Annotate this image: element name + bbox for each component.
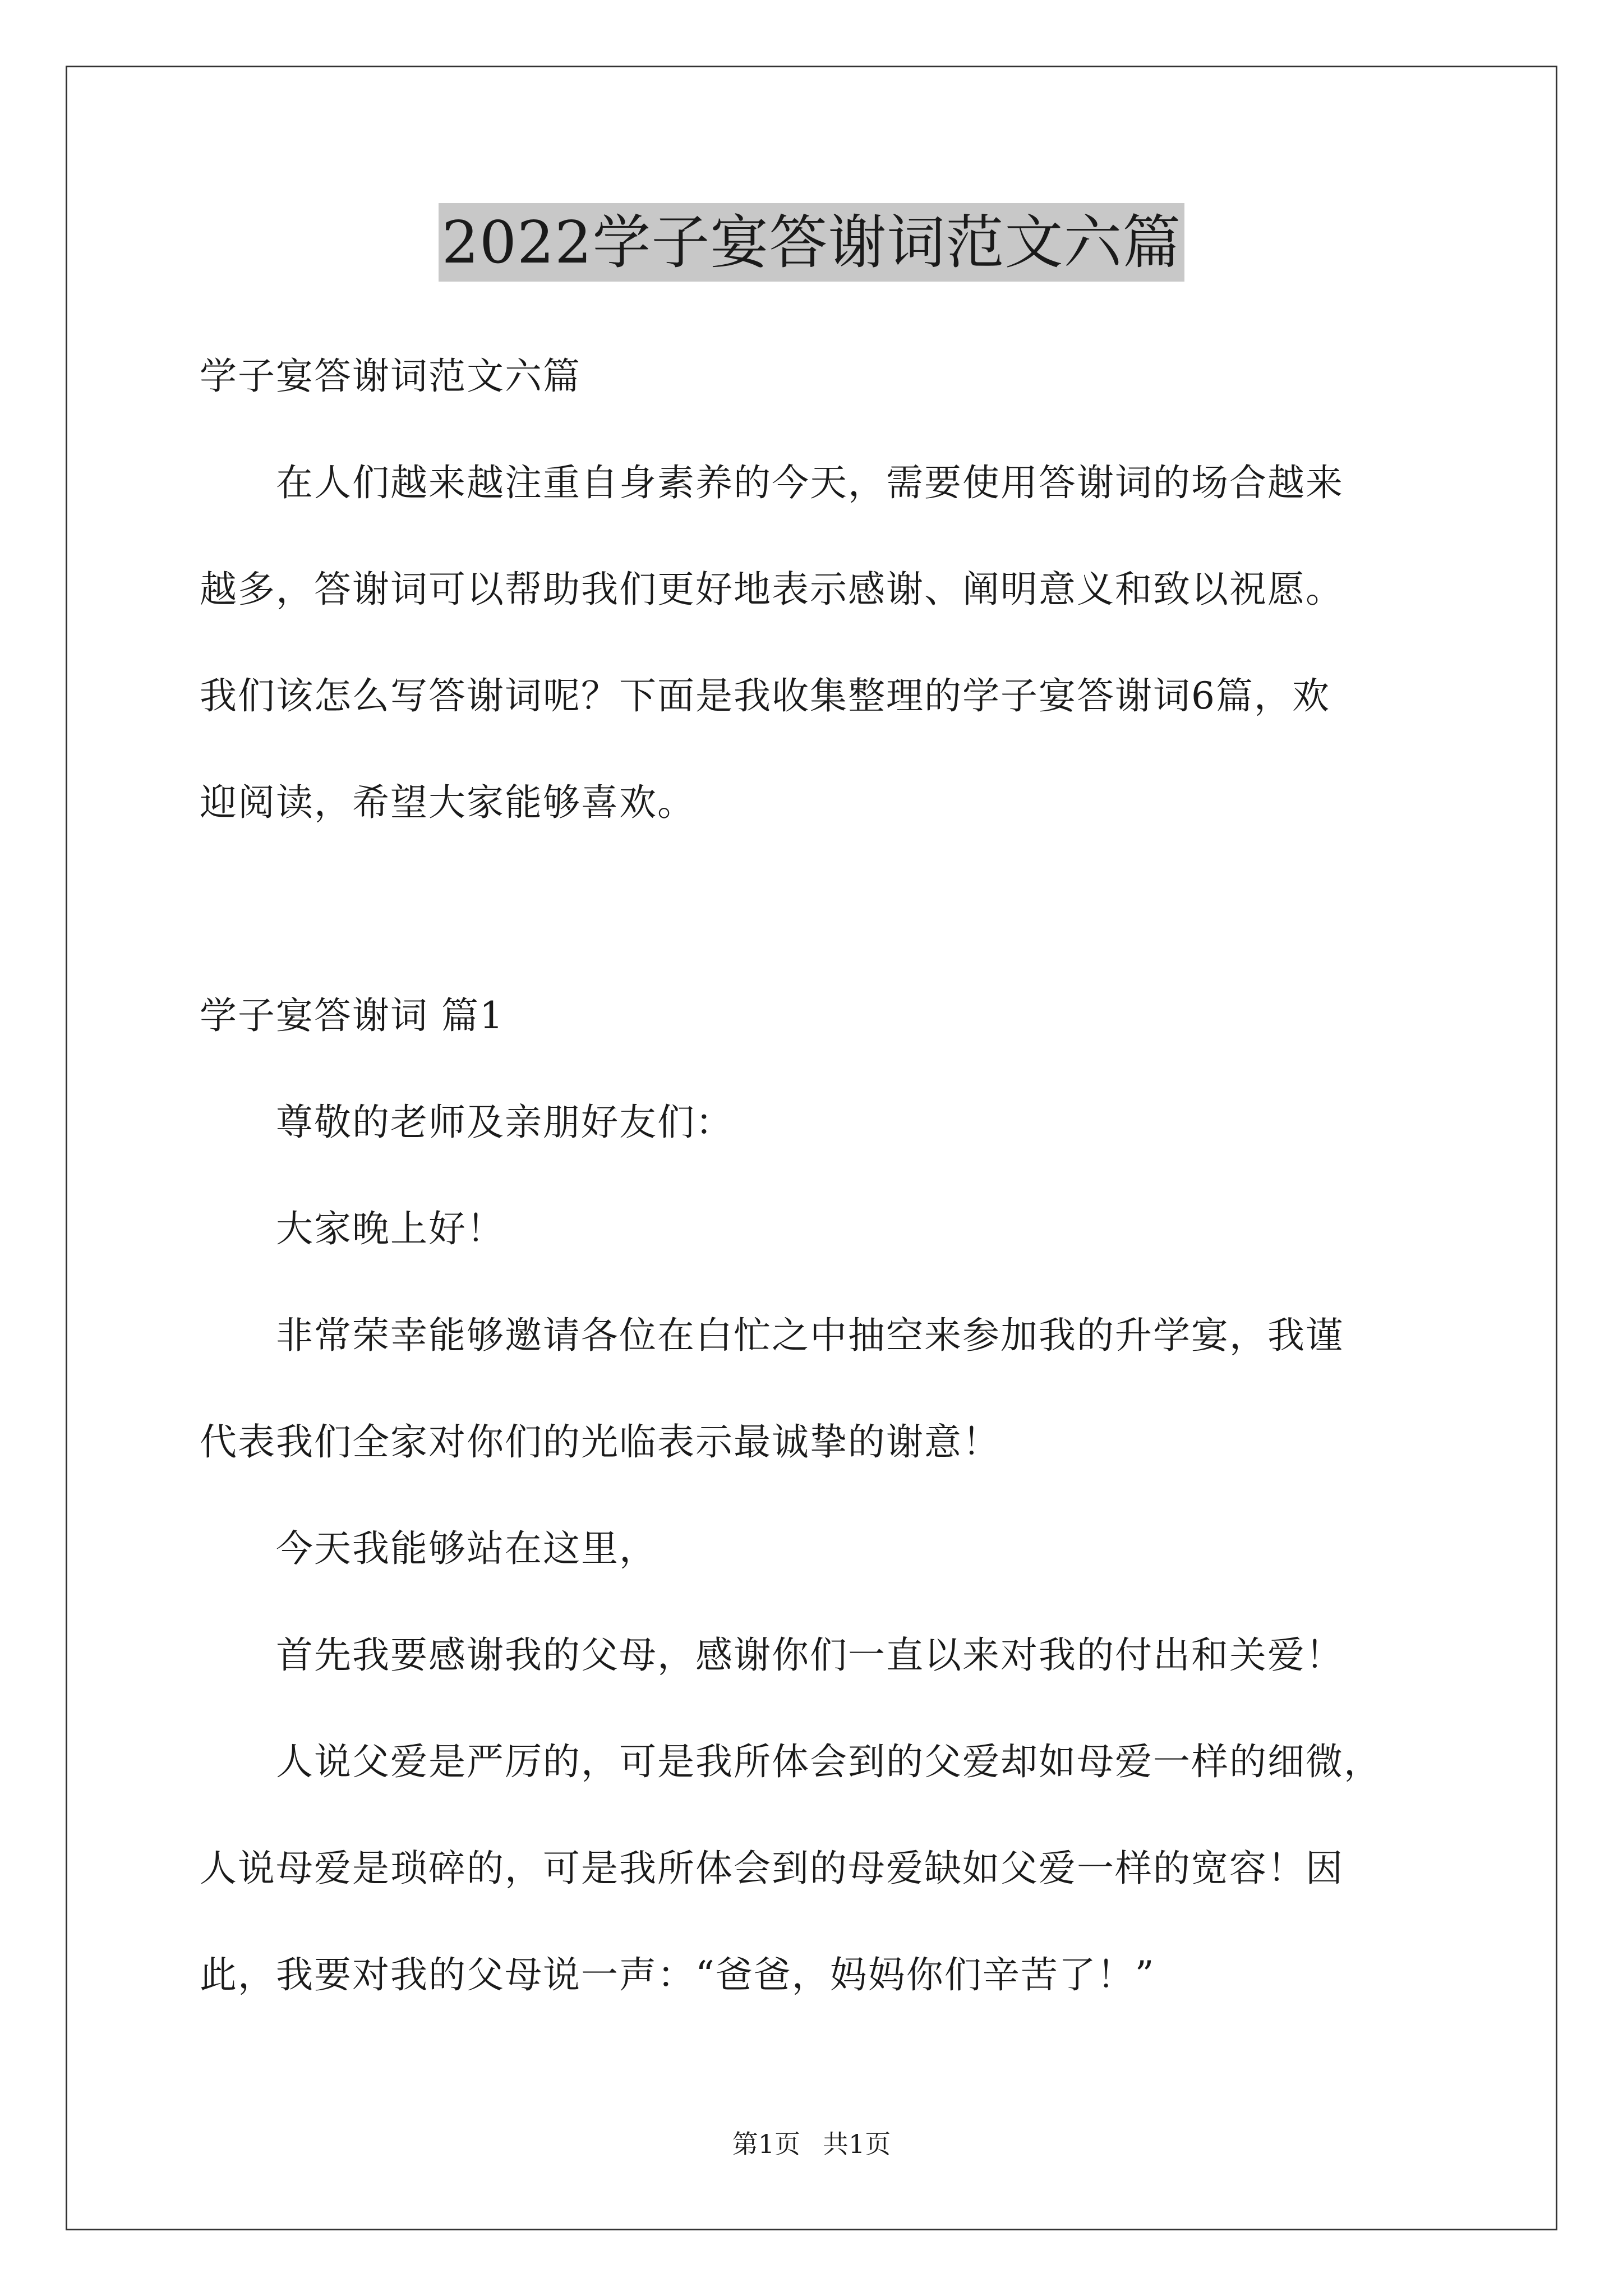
- body-line: 人说父爱是严厉的，可是我所体会到的父爱却如母爱一样的细微，: [200, 1740, 1382, 1783]
- page-number: 第1页: [732, 2129, 800, 2159]
- body-line: 非常荣幸能够邀请各位在白忙之中抽空来参加我的升学宴，我谨: [200, 1314, 1344, 1357]
- subtitle: 学子宴答谢词范文六篇: [200, 355, 581, 398]
- intro-line: 越多，答谢词可以帮助我们更好地表示感谢、阐明意义和致以祝愿。: [200, 568, 1344, 611]
- section-heading: 学子宴答谢词 篇1: [200, 994, 504, 1037]
- body-line: 首先我要感谢我的父母，感谢你们一直以来对我的付出和关爱！: [200, 1634, 1344, 1677]
- body-line: 大家晚上好！: [200, 1207, 505, 1250]
- body-line: 人说母爱是琐碎的，可是我所体会到的母爱缺如父爱一样的宽容！因: [200, 1847, 1344, 1890]
- page-footer: [0, 2127, 1623, 2161]
- page-total: 共1页: [823, 2129, 891, 2159]
- intro-line: 迎阅读，希望大家能够喜欢。: [200, 781, 695, 824]
- body-line: 代表我们全家对你们的光临表示最诚挚的谢意！: [200, 1420, 1000, 1464]
- body-line: 此，我要对我的父母说一声：“爸爸，妈妈你们辛苦了！”: [200, 1953, 1155, 1996]
- document-title: 2022学子宴答谢词范文六篇: [439, 203, 1185, 282]
- intro-line: 我们该怎么写答谢词呢？下面是我收集整理的学子宴答谢词6篇，欢: [200, 674, 1330, 717]
- body-line: 尊敬的老师及亲朋好友们：: [200, 1101, 734, 1144]
- body-line: 今天我能够站在这里，: [200, 1527, 657, 1570]
- intro-line: 在人们越来越注重自身素养的今天，需要使用答谢词的场合越来: [200, 461, 1344, 504]
- title-container: [0, 203, 1623, 282]
